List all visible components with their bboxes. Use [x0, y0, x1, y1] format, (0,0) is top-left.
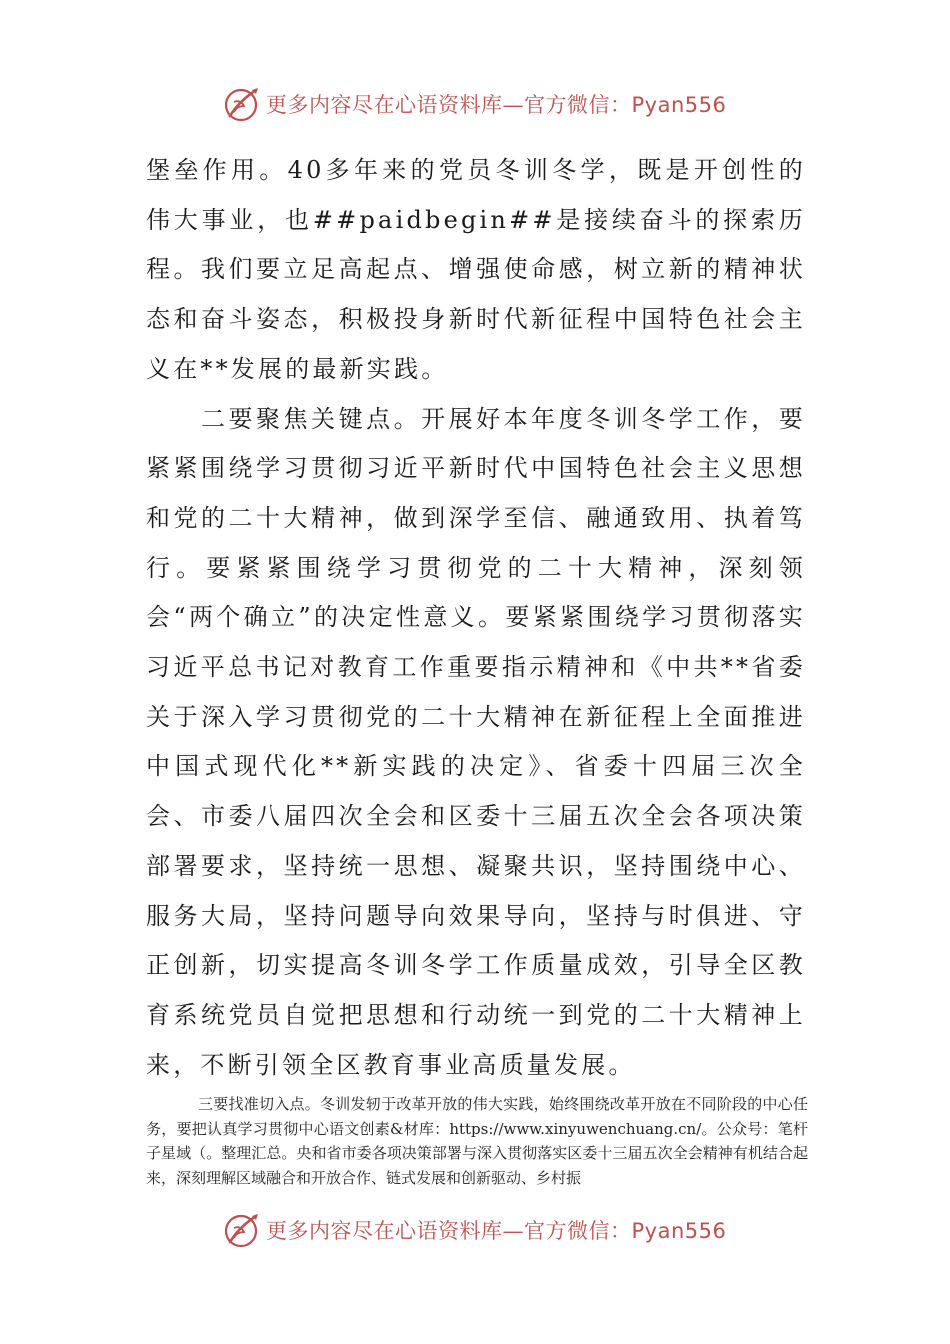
pen-logo-icon — [222, 84, 262, 124]
banner-text: 更多内容尽在心语资料库—官方微信：Pyan556 — [266, 1219, 727, 1243]
paragraph-key-point: 二要聚焦关键点。开展好本年度冬训冬学工作，要紧紧围绕学习贯彻习近平新时代中国特色社会主义思想和党的二十大精神，做到深学至信、融通致用、执着笃行。要紧紧围绕学习贯彻党的二十大精神，深刻领会“两个确立”的决定性意义。要紧紧围绕学习贯彻落实习近平总书记对教育工作重要指示精神和《中共**省委关于深入学习贯彻党的二十大精神在新征程上全面推进中国式现代化**新实践的决定》、省委十四届三次全会、市委八届四次全会和区委十三届五次全会各项决策部署要求，坚持统一思想、凝聚共识，坚持围绕中心、服务大局，坚持问题导向效果导向，坚持与时俱进、守正创新，切实提高冬训冬学工作质量成效，引导全区教育系统党员自觉把思想和行动统一到党的二十大精神上来，不断引领全区教育事业高质量发展。 — [146, 404, 806, 1079]
paragraph-entry-point: 三要找准切入点。冬训发轫于改革开放的伟大实践，始终围绕改革开放在不同阶段的中心任务，要把认真学习贯彻中心语文创素&材库：https://www.xinyuwenchuang.cn/。公众号：笔杆子星域（。整理汇总。央和省市委各项决策部署与深入贯彻落实区委十三届五次全会精神有机结合起来，深刻理解区域融合和开放合作、链式发展和创新驱动、乡村振 — [146, 1095, 808, 1187]
footer-banner — [222, 1208, 742, 1252]
small-print-paragraph — [146, 1092, 808, 1190]
header-banner — [222, 82, 742, 126]
pen-logo-icon — [222, 1210, 262, 1250]
document-body — [146, 146, 806, 1090]
paragraph-continuation: 堡垒作用。40多年来的党员冬训冬学，既是开创性的伟大事业，也##paidbegin##是接续奋斗的探索历程。我们要立足高起点、增强使命感，树立新的精神状态和奋斗姿态，积极投身新时代新征程中国特色社会主义在**发展的最新实践。 — [146, 156, 806, 383]
banner-text: 更多内容尽在心语资料库—官方微信：Pyan556 — [266, 93, 727, 117]
